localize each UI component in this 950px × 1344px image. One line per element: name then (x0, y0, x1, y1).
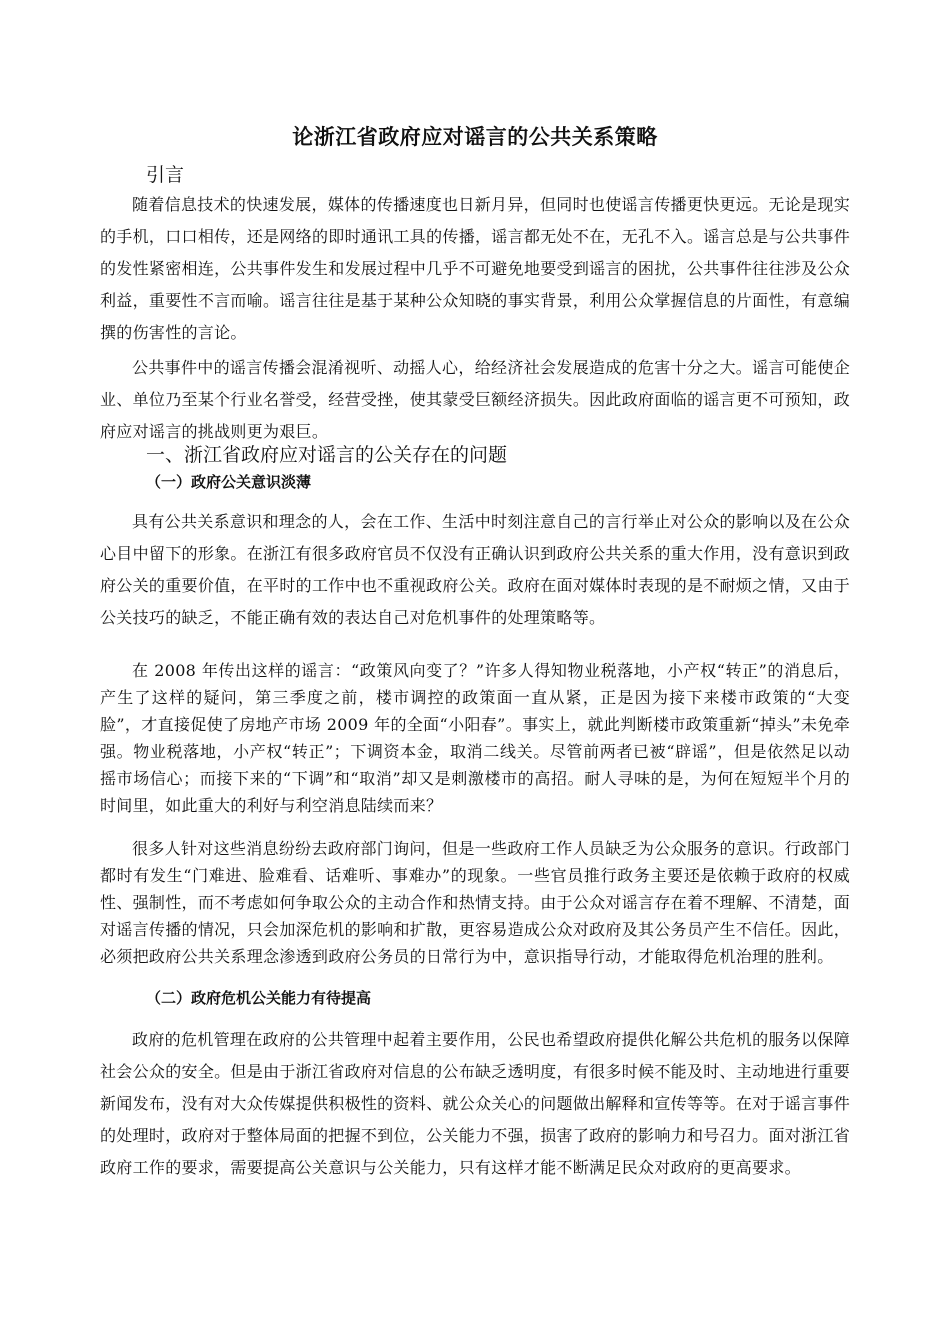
section-1-heading: 一、浙江省政府应对谣言的公关存在的问题 (146, 444, 508, 466)
subsection-2-heading: （二）政府危机公关能力有待提高 (146, 989, 372, 1007)
subsection-1-paragraph-1: 具有公共关系意识和理念的人，会在工作、生活中时刻注意自己的言行举止对公众的影响以及在公众心目中留下的形象。在浙江有很多政府官员不仅没有正确认识到政府公共关系的重大作用，没有意识到政府公关的重要价值，在平时的工作中也不重视政府公关。政府在面对媒体时表现的是不耐烦之情，又由于公关技巧的缺乏，不能正确有效的表达自己对危机事件的处理策略等。 (100, 512, 850, 627)
subsection-1-paragraph-2: 在 2008 年传出这样的谣言：“政策风向变了？”许多人得知物业税落地，小产权“转正”的消息后，产生了这样的疑问，第三季度之前，楼市调控的政策面一直从紧，正是因为接下来楼市政策的“大变脸”，才直接促使了房地产市场 2009 年的全面“小阳春”。事实上，就此判断楼市政策重新“掉头”未免牵强。物业税落地，小产权“转正”；下调资本金，取消二线关。尽管前两者已被“辟谣”，但是依然足以动摇市场信心；而接下来的“下调”和“取消”却又是刺激楼市的高招。耐人寻味的是，为何在短短半个月的时间里，如此重大的利好与利空消息陆续而来？ (100, 661, 850, 815)
document-title: 论浙江省政府应对谣言的公共关系策略 (292, 125, 658, 149)
intro-paragraph-2: 公共事件中的谣言传播会混淆视听、动摇人心，给经济社会发展造成的危害十分之大。谣言可能使企业、单位乃至某个行业名誉受，经营受挫，使其蒙受巨额经济损失。因此政府面临的谣言更不可预知，政府应对谣言的挑战则更为艰巨。 (100, 358, 850, 441)
subsection-1-heading: （一）政府公关意识淡薄 (146, 473, 312, 491)
subsection-2-paragraph-1: 政府的危机管理在政府的公共管理中起着主要作用，公民也希望政府提供化解公共危机的服务以保障社会公众的安全。但是由于浙江省政府对信息的公布缺乏透明度，有很多时候不能及时、主动地进行重要新闻发布，没有对大众传媒提供积极性的资料、就公众关心的问题做出解释和宣传等等。在对于谣言事件的处理时，政府对于整体局面的把握不到位，公关能力不强，损害了政府的影响力和号召力。面对浙江省政府工作的要求，需要提高公关意识与公关能力，只有这样才能不断满足民众对政府的更高要求。 (100, 1030, 850, 1177)
intro-heading: 引言 (146, 164, 185, 186)
intro-paragraph-1: 随着信息技术的快速发展，媒体的传播速度也日新月异，但同时也使谣言传播更快更远。无论是现实的手机，口口相传，还是网络的即时通讯工具的传播，谣言都无处不在，无孔不入。谣言总是与公共事件的发性紧密相连，公共事件发生和发展过程中几乎不可避免地要受到谣言的困扰，公共事件往往涉及公众利益，重要性不言而喻。谣言往往是基于某种公众知晓的事实背景，利用公众掌握信息的片面性，有意编撰的伤害性的言论。 (100, 195, 850, 342)
subsection-1-paragraph-3: 很多人针对这些消息纷纷去政府部门询问，但是一些政府工作人员缺乏为公众服务的意识。行政部门都时有发生“门难进、脸难看、话难听、事难办”的现象。一些官员推行政务主要还是依赖于政府的权威性、强制性，而不考虑如何争取公众的主动合作和热情支持。由于公众对谣言存在着不理解、不清楚，面对谣言传播的情况，只会加深危机的影响和扩散，更容易造成公众对政府及其公务员产生不信任。因此，必须把政府公共关系理念渗透到政府公务员的日常行为中，意识指导行动，才能取得危机治理的胜利。 (100, 839, 850, 966)
